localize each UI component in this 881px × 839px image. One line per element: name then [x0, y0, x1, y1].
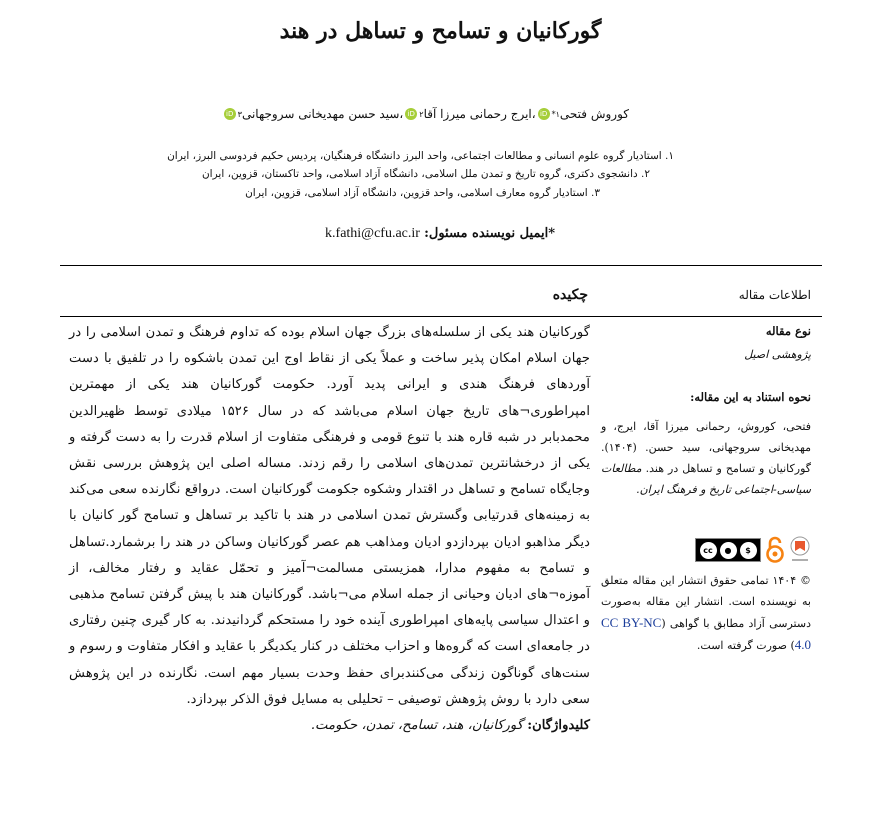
article-info-heading: اطلاعات مقاله [738, 288, 811, 302]
author-name: کوروش فتحی [559, 107, 629, 121]
affiliation-line: ۱. استادیار گروه علوم انسانی و مطالعات اجتماعی، واحد البرز دانشگاه فرهنگیان، پردیس حکیم فردوسی البرز، ایران [167, 150, 674, 162]
citation-text [601, 416, 811, 500]
citation-journal: مطالعات سیاسی-اجتماعی تاریخ و فرهنگ ایران. [601, 462, 811, 496]
orcid-icon[interactable]: iD [538, 108, 550, 120]
top-divider [60, 265, 822, 266]
copyright-tail: ) صورت گرفته است. [696, 639, 795, 652]
article-type-value: پژوهشی اصیل [744, 348, 811, 361]
orcid-icon[interactable]: iD [224, 108, 236, 120]
abstract-body [69, 320, 590, 739]
affiliation-line: ۳. استادیار گروه معارف اسلامی، واحد قزوین، دانشگاه آزاد اسلامی، قزوین، ایران [245, 187, 600, 199]
crossmark-icon[interactable] [789, 536, 811, 564]
creative-commons-icon: cc [700, 542, 717, 559]
paper-title: گورکانیان و تسامح و تساهل در هند [279, 18, 602, 44]
author-name: سید حسن مهدیخانی سروجهانی [241, 107, 400, 121]
author-separator: ، [399, 107, 404, 121]
corresponding-author [325, 226, 555, 242]
corresponding-label: *ایمیل نویسنده مسئول: [424, 226, 555, 241]
article-type-label: نوع مقاله [765, 324, 811, 338]
abstract-heading: چکیده [552, 287, 588, 303]
author-affiliation-number: ۱* [551, 109, 560, 119]
citation-label: نحوه استناد به این مقاله: [690, 390, 811, 404]
author-name: ایرج رحمانی میرزا آقا [423, 107, 532, 121]
header-divider [60, 316, 822, 317]
abstract-text: گورکانیان هند یکی از سلسله‌های بزرگ جهان اسلام بوده که تداوم فرهنگ و تمدن اسلامی را در جهان اسلام امکان پذیر ساخت و عملاً یکی از نقاط اوج این تمدن باشکوه را در تلفیق با دست آوردهای فرهنگ هندی و ایرانی پدید آورد. حکومت گورکانیان هند یکی از مهمترین امپراطوری¬های تاریخ جهان اسلام می‌باشد که در سال ۱۵۲۶ میلادی توسط ظهیرالدین محمدبابر در شبه قاره هند با تنوع قومی و فرهنگی متفاوت از اسلام قدرت را به دست گرفته و یکی از درخشانترین تمدن‌های اسلامی را رقم زدند. مساله اصلی این پژوهش بررسی نقش وجایگاه تسامح و تساهل در اقتدار وشکوه جکومت گورکانیان است. درواقع نگارنده سعی می‌کند به زمینه‌های قدرتیابی وگسترش تمدن اسلامی در هند با تاکید بر تساهل و تسامح گور کانیان با دیگر مذاهبو ادیان بپردازدو ادیان ومذاهب هم عصر گورکانیان وساکن در هند را برشمارد.تساهل و تسامح به مفهوم مدارا، همزیستی مسالمت¬آمیز و تحمّل عقاید و رفتار مخالف، از آموزه¬های ادیان وحیانی از جمله اسلام می¬باشد. گورکانیان هند با پیش گرفتن تسامح مذهبی و اعتدال سیاسی پایه‌های امپراطوری آینده خود را مستحکم گردانیدند. به کار گیری چنین رفتاری در جامعه‌ای است که گروه‌ها و احزاب مختلف در کنار یکدیگر با عقاید و افکار متفاوت و رسوم و سنت‌های گوناگون زندگی می‌کنندبرای حفظ وحدت بسیار مهم است. نگارنده در این پژوهش سعی دارد با روش پژوهش توصیفی – تحلیلی به مسایل فوق الذکر بپردازد. [69, 325, 590, 707]
copyright-notice [601, 570, 811, 656]
attribution-icon: ● [720, 542, 737, 559]
open-access-icon[interactable] [765, 536, 785, 564]
author-list [222, 107, 629, 121]
citation-plain: فتحی، کوروش، رحمانی میرزا آقا، ایرج، و مهدیخانی سروجهانی، سید حسن. (۱۴۰۴). گورکانیان و تسامح و تساهل در هند. [601, 420, 811, 475]
corresponding-email[interactable]: k.fathi@cfu.ac.ir [325, 226, 420, 241]
orcid-icon[interactable]: iD [405, 108, 417, 120]
copyright-text: © ۱۴۰۴ تمامی حقوق انتشار این مقاله متعلق به نویسنده است. انتشار این مقاله به‌صورت دسترسی آزاد مطابق با گواهی ( [601, 574, 811, 630]
author-separator: ، [531, 107, 536, 121]
noncommercial-icon: $ [740, 542, 757, 559]
license-link[interactable]: CC BY-NC 4.0 [601, 615, 811, 652]
author-affiliation-number: ۲ [419, 109, 424, 119]
keywords-list: گورکانیان، هند، تسامح، تمدن، حکومت. [310, 718, 523, 734]
affiliation-line: ۲. دانشجوی دکتری، گروه تاریخ و تمدن ملل اسلامی، دانشگاه آزاد اسلامی، واحد تاکستان، قزوین، ایران [201, 168, 650, 180]
cc-license-badge[interactable] [695, 538, 761, 562]
keywords-label: کلیدواژگان: [527, 718, 590, 734]
license-badges [695, 535, 811, 565]
author-affiliation-number: ۳ [237, 109, 242, 119]
